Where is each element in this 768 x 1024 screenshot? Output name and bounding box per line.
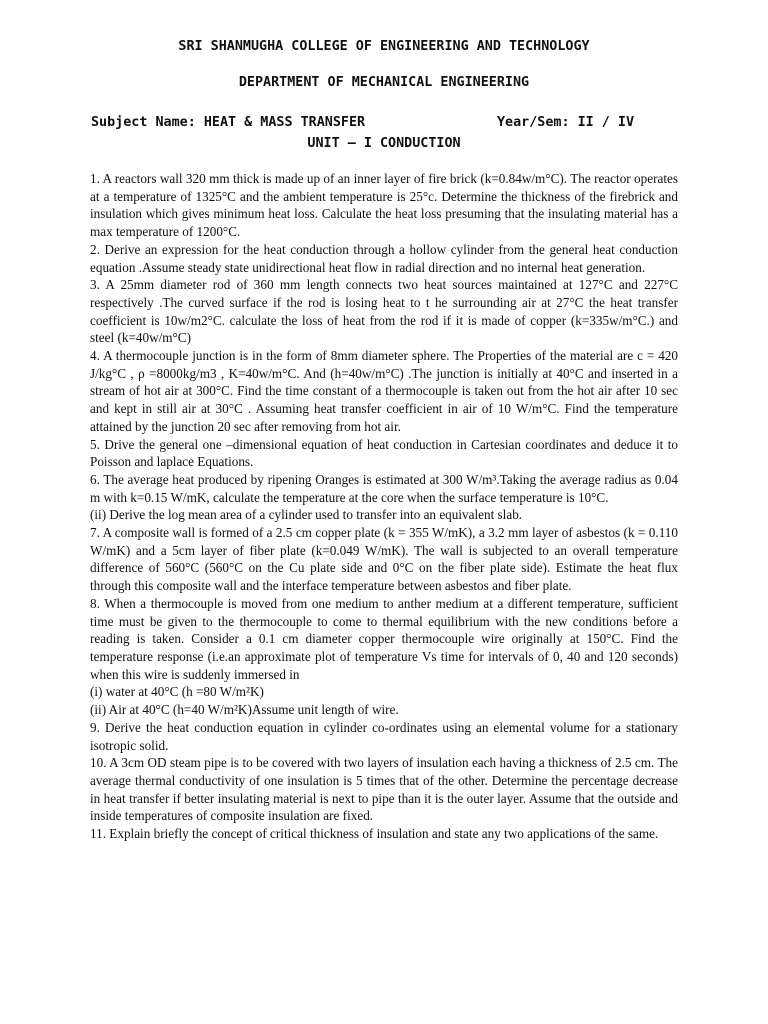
question-10: 10. A 3cm OD steam pipe is to be covered with two layers of insulation each having a thickness of 2.5 cm. The average thermal conductivity of one insulation is 5 times that of the other. Determine the percentage decrease in heat transfer if better insulating material is next to pipe than it is the outer layer. Assume that the outside and inside temperatures of composite insulation are fixed. bbox=[90, 755, 678, 824]
question-list bbox=[90, 170, 678, 843]
question-2: 2. Derive an expression for the heat conduction through a hollow cylinder from the general heat conduction equation .Assume steady state unidirectional heat flow in radial direction and no internal heat generation. bbox=[90, 241, 678, 275]
question-8-part-ii: (ii) Air at 40°C (h=40 W/m²K)Assume unit length of wire. bbox=[90, 702, 399, 718]
year-semester: Year/Sem: II / IV bbox=[497, 115, 635, 130]
question-6: 6. The average heat produced by ripening Oranges is estimated at 300 W/m³.Taking the average radius as 0.04 m with k=0.15 W/mK, calculate the temperature at the core when the surface temperature is 10°C. bbox=[90, 471, 678, 505]
unit-title: UNIT – I CONDUCTION bbox=[307, 136, 461, 151]
subject-name: Subject Name: HEAT & MASS TRANSFER bbox=[91, 115, 366, 130]
question-8-part-i: (i) water at 40°C (h =80 W/m²K) bbox=[90, 684, 264, 700]
question-4: 4. A thermocouple junction is in the form of 8mm diameter sphere. The Properties of the material are c = 420 J/kg°C , ρ =8000kg/m3 , K=40w/m°C. And (h=40w/m°C) .The junction is initially at 40°C and inserted in a stream of hot air at 300°C. Find the time constant of a thermocouple is taken out from the hot air after 10 sec and kept in still air at 30°C . Assuming heat transfer coefficient in air of 10 W/m°C. Find the temperature attained by the junction 20 sec after removing from hot air. bbox=[90, 348, 678, 434]
question-1: 1. A reactors wall 320 mm thick is made up of an inner layer of fire brick (k=0.84w/m°C). The reactor operates at a temperature of 1325°C and the ambient temperature is 25°c. Determine the thickness of the firebrick and insulation which gives minimum heat loss. Calculate the heat loss presuming that the insulating material has a max temperature of 1200°C. bbox=[90, 171, 678, 240]
question-7: 7. A composite wall is formed of a 2.5 cm copper plate (k = 355 W/mK), a 3.2 mm layer of asbestos (k = 0.110 W/mK) and a 5cm layer of fiber plate (k=0.049 W/mK). The wall is subjected to an overall temperature difference of 560°C (560°C on the Cu plate side and 0°C on the fiber plate side). Estimate the heat flux through this composite wall and the interface temperature between asbestos and fiber plate. bbox=[90, 525, 678, 594]
question-8: 8. When a thermocouple is moved from one medium to anther medium at a different temperature, sufficient time must be given to the thermocouple to come to thermal equilibrium with the new conditions before a reading is taken. Consider a 0.1 cm diameter copper thermocouple wire originally at 150°C. Find the temperature response (i.e.an approximate plot of temperature Vs time for intervals of 0, 40 and 120 seconds) when this wire is suddenly immersed in bbox=[90, 595, 678, 682]
college-name: SRI SHANMUGHA COLLEGE OF ENGINEERING AND TECHNOLOGY bbox=[178, 39, 590, 54]
department-name: DEPARTMENT OF MECHANICAL ENGINEERING bbox=[238, 75, 530, 90]
question-11: 11. Explain briefly the concept of critical thickness of insulation and state any two applications of the same. bbox=[90, 826, 659, 842]
question-3: 3. A 25mm diameter rod of 360 mm length connects two heat sources maintained at 127°C and 227°C respectively .The curved surface if the rod is losing heat to t he surrounding air at 27°C the heat transfer coefficient is 10w/m2°C. calculate the loss of heat from the rod if it is made of copper (k=335w/m°C.) and steel (k=40w/m°C) bbox=[90, 277, 678, 346]
question-6-part-ii: (ii) Derive the log mean area of a cylinder used to transfer into an equivalent slab. bbox=[90, 507, 523, 523]
question-5: 5. Drive the general one –dimensional equation of heat conduction in Cartesian coordinates and deduce it to Poisson and laplace Equations. bbox=[90, 436, 678, 470]
question-9: 9. Derive the heat conduction equation in cylinder co-ordinates using an elemental volume for a stationary isotropic solid. bbox=[90, 719, 678, 753]
